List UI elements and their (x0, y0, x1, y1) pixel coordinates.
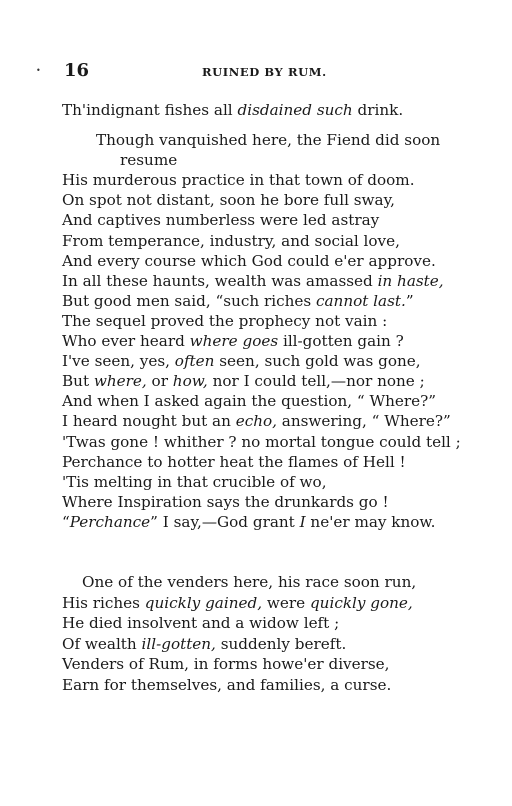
italic-text: disdained such (237, 101, 353, 119)
verse-line (62, 472, 327, 492)
verse-line (62, 613, 339, 633)
text-run: Though vanquished here, the Fiend did soon (96, 131, 441, 149)
italic-text: ill-gotten, (141, 634, 216, 653)
verse-line (62, 675, 391, 695)
verse-line (62, 492, 389, 512)
text-run: And when I asked again the question, “ Where?” (62, 392, 437, 411)
italic-text: Perchance (69, 512, 151, 531)
verse-line (62, 452, 406, 472)
verse-line (62, 100, 403, 120)
text-run: But (62, 372, 94, 391)
italic-text: quickly gone, (309, 593, 413, 612)
text-run: Where Inspiration says the drunkards go ! (62, 492, 389, 511)
text-run: On spot not distant, soon he bore full sway, (62, 191, 395, 210)
verse-line (62, 231, 400, 251)
verse-line (62, 190, 395, 210)
text-run: Who ever heard (62, 332, 190, 350)
text-run: or (146, 372, 173, 391)
text-run: Of wealth (62, 634, 142, 653)
text-run: From temperance, industry, and social love, (62, 231, 400, 250)
verse-line (62, 351, 421, 371)
text-run: resume (120, 151, 178, 170)
text-run: suddenly bereft. (215, 634, 347, 653)
verse-line (62, 291, 414, 311)
text-run: And captives numberless were led astray (62, 211, 380, 230)
text-run: But good men said, “such riches (62, 291, 316, 310)
text-run: ” (405, 291, 414, 310)
verse-line (62, 311, 387, 331)
text-run: Th'indignant fishes all (62, 101, 238, 119)
italic-text: often (174, 352, 215, 371)
verse-line (62, 170, 415, 190)
italic-text: quickly gained, (144, 593, 263, 612)
text-run: were (262, 593, 310, 612)
text-run: Perchance to hotter heat the flames of Hell ! (62, 452, 406, 471)
text-run: answering, “ Where?” (276, 412, 451, 431)
verse-line (96, 130, 440, 150)
text-run: 'Twas gone ! whither ? no mortal tongue could tell ; (62, 432, 461, 451)
text-run: drink. (352, 101, 404, 119)
text-run: 'Tis melting in that crucible of wo, (62, 472, 327, 491)
text-run: His murderous practice in that town of doom. (62, 171, 415, 190)
verse-line (62, 371, 425, 391)
verse-line (120, 150, 177, 170)
italic-text: echo, (235, 412, 277, 431)
italic-text: where goes (189, 332, 279, 350)
text-run: “ (62, 512, 70, 531)
italic-text: where, (93, 372, 147, 391)
text-run: seen, such gold was gone, (214, 352, 421, 371)
verse-line (62, 411, 451, 431)
text-run: Venders of Rum, in forms howe'er diverse, (62, 655, 390, 674)
margin-mark: • (36, 66, 41, 75)
verse-line (62, 210, 379, 230)
text-run: I heard nought but an (62, 412, 236, 431)
text-run: And every course which God could e'er approve. (62, 251, 436, 270)
verse-line (62, 432, 461, 452)
text-run: ne'er may know. (305, 512, 436, 531)
italic-text: I (299, 512, 306, 531)
text-run: I've seen, yes, (62, 352, 175, 371)
italic-text: in haste, (377, 271, 444, 290)
verse-line (62, 391, 436, 411)
verse-line (62, 634, 346, 654)
verse-line (82, 572, 416, 592)
verse-line (62, 512, 435, 532)
page-number: 16 (64, 60, 90, 81)
verse-line (62, 331, 404, 351)
text-run: The sequel proved the prophecy not vain : (62, 311, 388, 330)
verse-line (62, 654, 390, 674)
text-run: In all these haunts, wealth was amassed (62, 271, 378, 290)
italic-text: cannot last. (315, 291, 406, 310)
text-run: Earn for themselves, and families, a curse. (62, 676, 392, 694)
text-run: One of the venders here, his race soon run, (82, 573, 417, 591)
text-run: ” I say,—God grant (150, 512, 300, 531)
verse-line (62, 251, 436, 271)
running-title: RUINED BY RUM. (202, 65, 327, 79)
text-run: nor I could tell,—nor none ; (207, 372, 425, 391)
text-run: ill-gotten gain ? (278, 332, 404, 350)
page-header (64, 60, 444, 84)
text-run: His riches (62, 593, 145, 612)
verse-line (62, 271, 444, 291)
text-run: He died insolvent and a widow left ; (62, 614, 340, 633)
italic-text: how, (172, 372, 208, 391)
verse-line (62, 593, 413, 613)
